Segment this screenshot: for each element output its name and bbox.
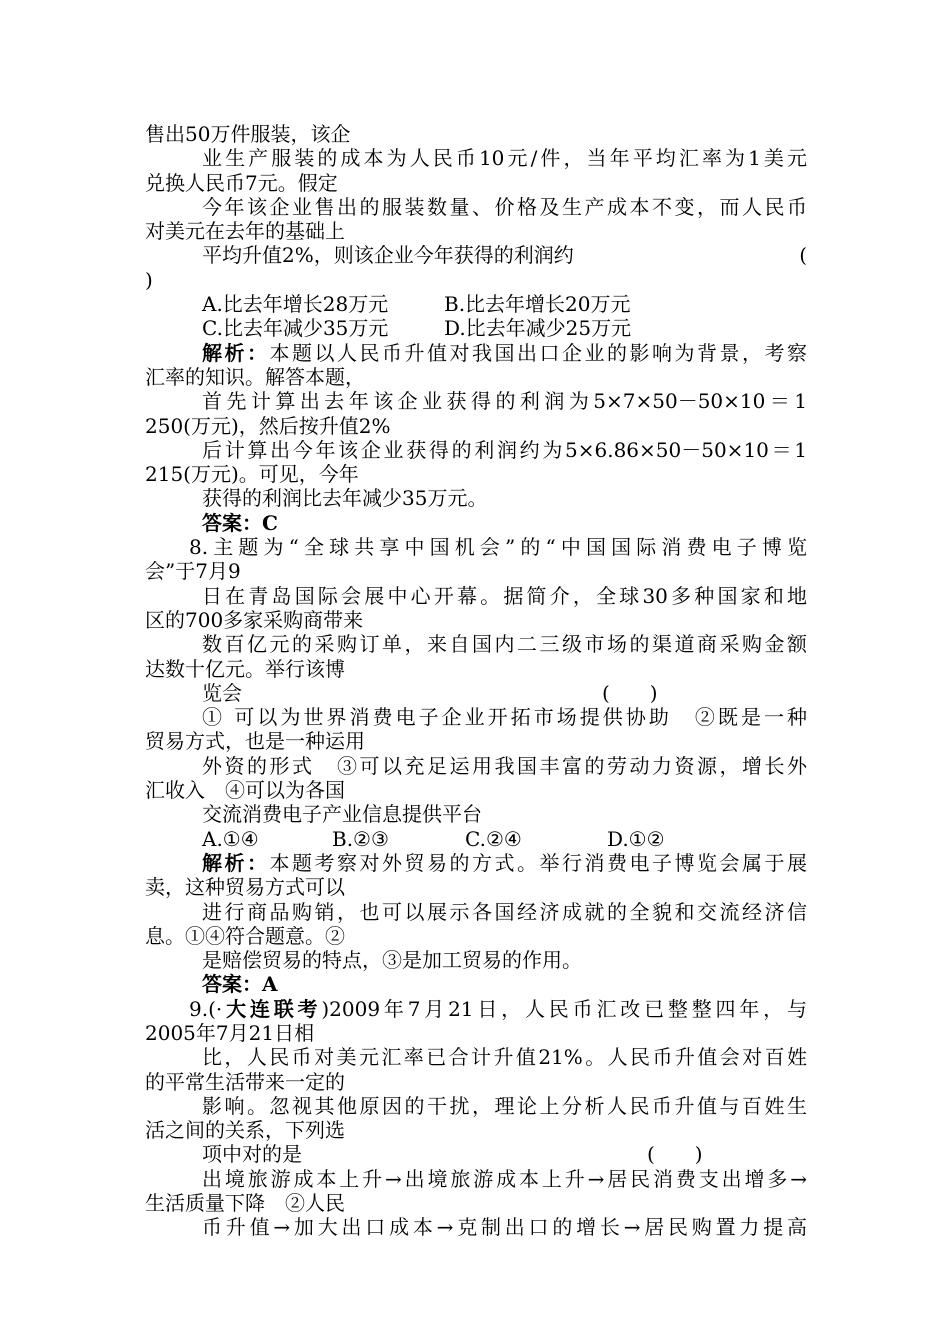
- q7-analysis-line: 首先计算出去年该企业获得的利润为5×7×50－50×10＝1: [202, 389, 807, 414]
- q9-stem-end: 项中对的是: [202, 1142, 302, 1167]
- q8-line: 区的700多家采购商带来: [145, 607, 364, 632]
- q7-option-c: C.比去年减少35万元: [202, 316, 389, 341]
- q7-line: 对美元在去年的基础上: [145, 219, 345, 244]
- q8-option-d: D.①②: [607, 826, 665, 851]
- q8-stem-end: 览会: [202, 680, 242, 705]
- q7-line: 售出50万件服装，该企: [145, 122, 351, 146]
- q7-stem-end: 平均升值2%，则该企业今年获得的利润约: [202, 243, 574, 268]
- document-page: [145, 122, 807, 1240]
- analysis-text: 本题考察对外贸易的方式。举行消费电子博览会属于展: [269, 850, 807, 875]
- q9-line: 2005年7月21日相: [145, 1020, 315, 1045]
- q7-option-b: B.比去年增长20万元: [444, 292, 631, 317]
- q9-line: 比，人民币对美元汇率已合计升值21%。人民币升值会对百姓: [202, 1045, 807, 1070]
- analysis-label: 解析：: [202, 850, 270, 875]
- q8-line: [145, 681, 807, 705]
- q7-option-d: D.比去年减少25万元: [444, 316, 632, 341]
- q8-analysis-line: 是赔偿贸易的特点，③是加工贸易的作用。: [202, 948, 582, 973]
- q9-number: 9.(·: [189, 996, 223, 1021]
- answer-bracket: ( ): [602, 680, 658, 705]
- q8-option-b: B.②③: [332, 826, 389, 851]
- q8-line: 数百亿元的采购订单，来自国内二三级市场的渠道商采购金额: [202, 632, 807, 657]
- q9-source: 大连联考: [222, 996, 322, 1021]
- q7-line: 业生产服装的成本为人民币10元/件，当年平均汇率为1美元: [202, 146, 807, 171]
- q9-statement-line: 生活质量下降 ②人民: [145, 1191, 345, 1216]
- q8-option-a: A.①④: [202, 826, 259, 851]
- q7-analysis-line: 后计算出今年该企业获得的利润约为5×6.86×50－50×10＝1: [202, 437, 807, 462]
- answer-bracket: (: [799, 243, 807, 268]
- q8-line: 8.主题为“全球共享中国机会”的“中国国际消费电子博览: [189, 535, 807, 560]
- q9-statement-line: 币升值→加大出口成本→克制出口的增长→居民购置力提高: [202, 1215, 807, 1240]
- q9-line: [145, 1142, 807, 1166]
- q7-analysis-line: [145, 341, 807, 365]
- q8-analysis-line: 息。①④符合题意。②: [145, 923, 345, 948]
- q8-line: 日在青岛国际会展中心开幕。据简介，全球30多种国家和地: [202, 583, 807, 608]
- q8-statement-line: 交流消费电子产业信息提供平台: [202, 802, 482, 827]
- q8-statement-line: 贸易方式，也是一种运用: [145, 729, 365, 754]
- q8-options-row: [145, 827, 807, 851]
- q8-line: 达数十亿元。举行该博: [145, 656, 345, 681]
- q7-analysis-line: 获得的利润比去年减少35万元。: [202, 486, 488, 511]
- q7-line: [145, 243, 807, 267]
- q7-option-a: A.比去年增长28万元: [202, 292, 389, 317]
- q8-analysis-line: 进行商品购销，也可以展示各国经济成就的全貌和交流经济信: [202, 899, 807, 924]
- q9-line: [145, 997, 807, 1021]
- q9-text: )2009年7月21日，人民币汇改已整整四年，与: [321, 996, 808, 1021]
- q8-analysis-line: 卖，这种贸易方式可以: [145, 875, 345, 900]
- q8-option-c: C.②④: [465, 826, 522, 851]
- q7-analysis-line: 汇率的知识。解答本题，: [145, 364, 365, 389]
- answer-bracket-close: ): [145, 267, 153, 292]
- q7-analysis-line: 250(万元)，然后按升值2%: [145, 413, 391, 438]
- q8-statement-line: 汇收入 ④可以为各国: [145, 778, 345, 803]
- q7-options-row: [145, 316, 807, 340]
- q9-line: 影响。忽视其他原因的干扰，理论上分析人民币升值与百姓生: [202, 1093, 807, 1118]
- q7-line: 兑换人民币7元。假定: [145, 170, 338, 195]
- analysis-text: 本题以人民币升值对我国出口企业的影响为背景，考察: [269, 340, 807, 365]
- q8-statement-line: ① 可以为世界消费电子企业开拓市场提供协助 ②既是一种: [202, 705, 807, 730]
- q8-line: 会”于7月9: [145, 559, 241, 584]
- analysis-label: 解析：: [202, 340, 270, 365]
- q9-line: 活之间的关系，下列选: [145, 1118, 345, 1143]
- q9-statement-line: 出境旅游成本上升→出境旅游成本上升→居民消费支出增多→: [202, 1166, 807, 1191]
- q8-statement-line: 外资的形式 ③可以充足运用我国丰富的劳动力资源，增长外: [202, 753, 807, 778]
- q7-answer: 答案：C: [202, 510, 278, 535]
- q8-analysis-line: [145, 851, 807, 875]
- answer-bracket: ( ): [647, 1142, 703, 1167]
- q8-answer: 答案：A: [202, 972, 278, 997]
- q7-line: 今年该企业售出的服装数量、价格及生产成本不变，而人民币: [202, 194, 807, 219]
- q7-analysis-line: 215(万元)。可见，今年: [145, 462, 359, 487]
- q9-line: 的平常生活带来一定的: [145, 1069, 345, 1094]
- q7-options-row: [145, 292, 807, 316]
